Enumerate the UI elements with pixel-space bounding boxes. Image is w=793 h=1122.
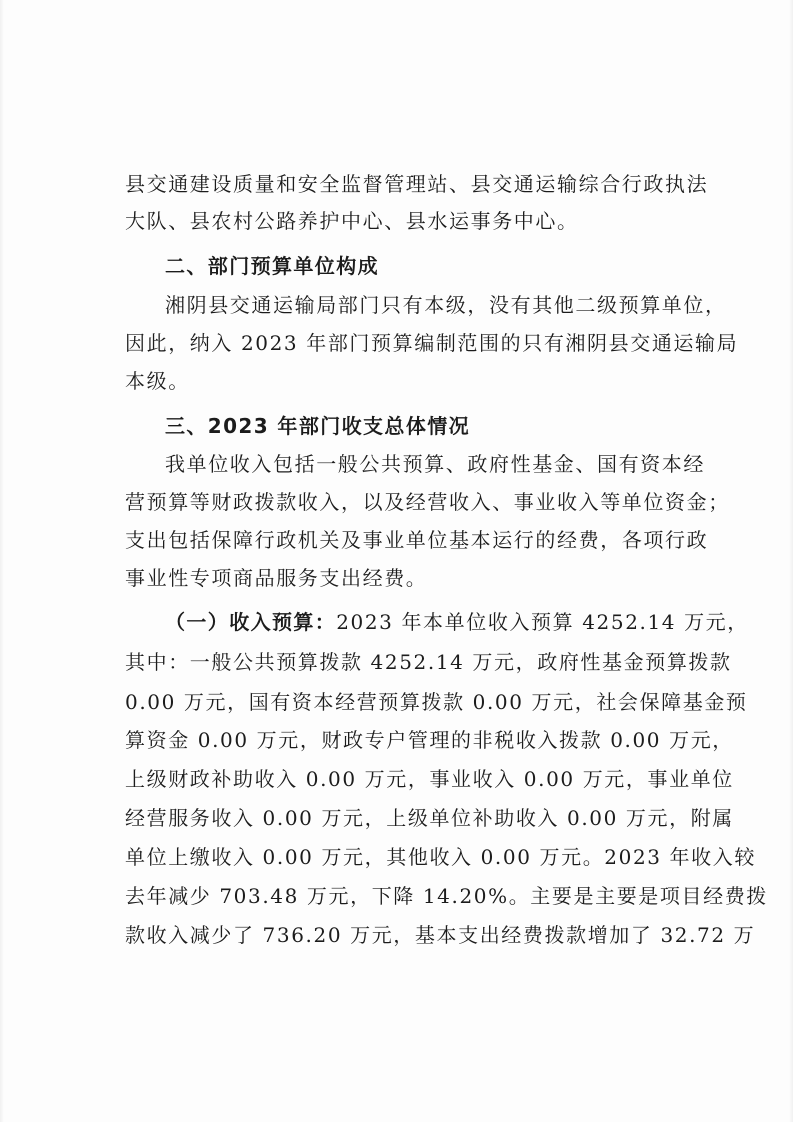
income-budget-text: 2023 年本单位收入预算 4252.14 万元， <box>336 610 749 634</box>
page-right-edge <box>789 0 793 1122</box>
body-line-20: 款收入减少了 736.20 万元，基本支出经费拨款增加了 32.72 万 <box>125 923 756 947</box>
body-line-4: 湘阴县交通运输局部门只有本级，没有其他二级预算单位， <box>165 293 727 317</box>
body-line-1: 县交通建设质量和安全监督管理站、县交通运输综合行政执法 <box>125 172 709 196</box>
body-line-17: 经营服务收入 0.00 万元，上级单位补助收入 0.00 万元，附属 <box>125 806 734 830</box>
body-line-18: 单位上缴收入 0.00 万元，其他收入 0.00 万元。2023 年收入较 <box>125 845 756 869</box>
body-line-10: 支出包括保障行政机关及事业单位基本运行的经费，各项行政 <box>125 528 709 552</box>
section-heading-2: 二、部门预算单位构成 <box>165 254 379 278</box>
body-line-19: 去年减少 703.48 万元，下降 14.20%。主要是主要是项目经费拨 <box>125 884 768 908</box>
body-line-6: 本级。 <box>125 369 190 393</box>
income-budget-line <box>165 604 749 641</box>
body-line-11: 事业性专项商品服务支出经费。 <box>125 566 428 590</box>
body-line-8: 我单位收入包括一般公共预算、政府性基金、国有资本经 <box>165 452 705 476</box>
body-line-5: 因此，纳入 2023 年部门预算编制范围的只有湘阴县交通运输局 <box>125 331 739 355</box>
section-heading-3: 三、2023 年部门收支总体情况 <box>165 414 471 438</box>
income-budget-label: （一）收入预算： <box>165 610 337 634</box>
page-left-edge <box>0 0 4 1122</box>
body-line-9: 营预算等财政拨款收入，以及经营收入、事业收入等单位资金； <box>125 490 730 514</box>
body-line-15: 算资金 0.00 万元，财政专户管理的非税收入拨款 0.00 万元， <box>125 728 734 752</box>
body-line-14: 0.00 万元，国有资本经营预算拨款 0.00 万元，社会保障基金预 <box>125 690 748 714</box>
body-line-13: 其中：一般公共预算拨款 4252.14 万元，政府性基金预算拨款 <box>125 650 732 674</box>
body-line-2: 大队、县农村公路养护中心、县水运事务中心。 <box>125 209 579 233</box>
body-line-16: 上级财政补助收入 0.00 万元，事业收入 0.00 万元，事业单位 <box>125 767 734 791</box>
